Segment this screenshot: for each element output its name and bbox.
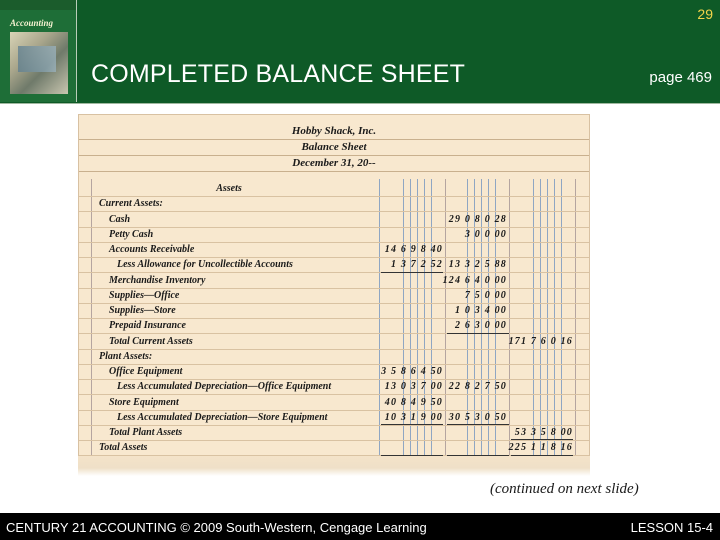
cover-title: Accounting [10,18,54,28]
sheet-amount-c: 171 7 6 0 16 [508,335,573,347]
sheet-heading-line: Hobby Shack, Inc. [79,123,589,140]
sheet-amount-c: 53 3 5 8 00 [514,427,573,438]
sheet-row [79,242,589,258]
sheet-amount-b: 7 5 0 00 [464,289,507,301]
sheet-row [79,364,589,380]
sheet-row [79,410,589,426]
sheet-row-label: Less Accumulated Depreciation—Store Equipment [117,411,328,423]
sheet-row-label: Less Accumulated Depreciation—Office Equipment [117,381,332,393]
sheet-amount-a: 3 5 8 6 4 50 [381,366,443,377]
sheet-heading-line: December 31, 20-- [79,155,589,172]
sheet-row-label: Assets [216,183,242,194]
sheet-row-label: Total Plant Assets [109,427,183,438]
sheet-row [79,318,589,334]
sheet-amount-underline [447,424,509,425]
continued-note: (continued on next slide) [490,481,639,497]
sheet-amount-b: 30 5 3 0 50 [448,411,507,423]
sheet-row-label: Accounts Receivable [109,244,195,255]
slide-footer [0,513,720,540]
slide-number: 29 [697,6,713,22]
sheet-row [79,227,589,243]
sheet-row-label: Current Assets: [99,198,163,210]
sheet-row-label: Total Current Assets [109,335,193,347]
sheet-row [79,196,589,212]
sheet-row [79,395,589,411]
sheet-row [79,303,589,319]
sheet-amount-a: 40 8 4 9 50 [384,396,443,408]
sheet-row [79,257,589,273]
cover-top-strip [0,0,76,10]
sheet-row-label: Merchandise Inventory [109,274,206,286]
sheet-amount-b: 1 0 3 4 00 [455,305,507,316]
sheet-torn-edge [78,456,590,476]
sheet-amount-underline [511,439,573,440]
footer-lesson: LESSON 15-4 [630,520,713,535]
sheet-row-label: Supplies—Store [109,305,176,316]
footer-copyright: CENTURY 21 ACCOUNTING © 2009 South-Western, Cengage Learning [6,520,427,535]
sheet-row-label: Cash [109,213,131,225]
sheet-row [79,273,589,289]
sheet-amount-b: 29 0 8 0 28 [448,213,507,225]
sheet-amount-a: 13 0 3 7 00 [384,381,443,393]
balance-sheet-image [78,114,590,458]
sheet-row-label: Petty Cash [109,228,154,240]
sheet-row-label: Prepaid Insurance [109,320,186,332]
sheet-amount-b: 13 3 2 5 88 [448,259,507,271]
sheet-row-label: Plant Assets: [99,350,153,362]
sheet-amount-a: 10 3 1 9 00 [384,411,443,423]
slide-header [0,0,720,104]
sheet-amount-c: 225 1 1 8 16 [508,442,573,454]
sheet-row-label: Supplies—Office [109,289,180,301]
sheet-amount-underline [381,424,443,425]
sheet-amount-underline [447,333,509,334]
sheet-row-label: Office Equipment [109,366,183,377]
slide-title: COMPLETED BALANCE SHEET [91,60,466,88]
textbook-cover-image [0,0,77,102]
page-reference: page 469 [649,69,712,86]
cover-photo [10,32,68,94]
sheet-amount-b: 2 6 3 0 00 [455,320,507,332]
sheet-amount-b: 3 0 0 00 [464,228,507,240]
sheet-row [79,288,589,304]
sheet-amount-a: 1 3 7 2 52 [391,259,443,271]
sheet-row [79,334,589,350]
sheet-row [79,181,589,197]
sheet-amount-b: 22 8 2 7 50 [448,381,507,393]
sheet-amount-underline [381,272,443,273]
sheet-amount-b: 124 6 4 0 00 [442,274,507,286]
sheet-row-label: Store Equipment [109,396,179,408]
sheet-heading-line: Balance Sheet [79,139,589,156]
sheet-amount-a: 14 6 9 8 40 [384,244,443,255]
sheet-row-label: Less Allowance for Uncollectible Accounts [117,259,293,271]
sheet-row [79,212,589,228]
sheet-row [79,379,589,395]
cover-photo-detail [18,46,56,72]
sheet-row [79,349,589,365]
sheet-row-label: Total Assets [99,442,148,454]
